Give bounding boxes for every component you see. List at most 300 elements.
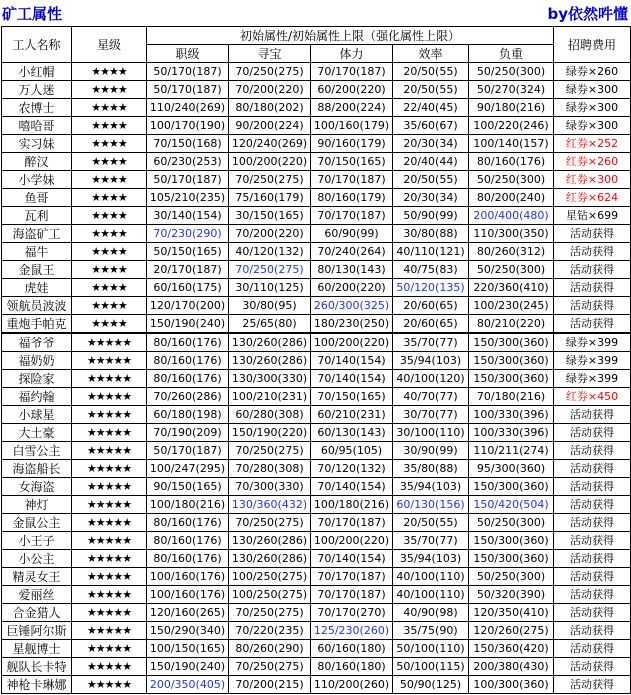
load-value-cell: 50/250(300) [469, 171, 554, 189]
worker-name-cell: 爱丽丝 [2, 586, 72, 604]
efficiency-value-cell: 40/100(110) [393, 586, 469, 604]
rank-value-cell: 100/160(176) [147, 568, 229, 586]
treasure-value-cell: 130/300(330) [229, 370, 311, 388]
table-row [2, 568, 631, 586]
worker-name-cell: 福牛 [2, 243, 72, 261]
efficiency-value-cell: 35/70(77) [393, 532, 469, 550]
miner-attributes-table [1, 26, 631, 694]
star-rating-cell: ★★★★★ [72, 622, 147, 640]
load-value-cell: 90/180(216) [469, 99, 554, 117]
stamina-value-cell: 80/160(179) [311, 189, 393, 207]
recruit-cost-cell: 活动获得 [554, 622, 631, 640]
stamina-value-cell: 80/130(143) [311, 261, 393, 279]
star-rating-cell: ★★★★★ [72, 424, 147, 442]
table-row [2, 99, 631, 117]
treasure-value-cell: 100/250(275) [229, 586, 311, 604]
treasure-value-cell: 130/260(286) [229, 550, 311, 568]
table-row [2, 81, 631, 99]
treasure-value-cell: 70/250(275) [229, 604, 311, 622]
worker-name-cell: 实习妹 [2, 135, 72, 153]
efficiency-value-cell: 35/94(103) [393, 352, 469, 370]
stamina-value-cell: 70/170(187) [311, 514, 393, 532]
recruit-cost-cell: 活动获得 [554, 586, 631, 604]
stamina-value-cell: 70/140(154) [311, 550, 393, 568]
table-row [2, 658, 631, 676]
rank-value-cell: 70/150(168) [147, 135, 229, 153]
star-rating-cell: ★★★★★ [72, 532, 147, 550]
load-value-cell: 100/300(360) [469, 676, 554, 694]
recruit-cost-cell: 活动获得 [554, 424, 631, 442]
header-treasure: 寻宝 [229, 45, 311, 63]
efficiency-value-cell: 20/30(34) [393, 189, 469, 207]
treasure-value-cell: 30/80(95) [229, 297, 311, 315]
treasure-value-cell: 70/250(275) [229, 63, 311, 81]
table-row [2, 460, 631, 478]
recruit-cost-cell: 活动获得 [554, 568, 631, 586]
star-rating-cell: ★★★★ [72, 225, 147, 243]
load-value-cell: 80/200(240) [469, 189, 554, 207]
stamina-value-cell: 100/200(220) [311, 333, 393, 352]
table-body [2, 63, 631, 694]
treasure-value-cell: 70/300(330) [229, 478, 311, 496]
treasure-value-cell: 100/200(220) [229, 153, 311, 171]
treasure-value-cell: 25/65(80) [229, 315, 311, 334]
stamina-value-cell: 100/180(216) [311, 496, 393, 514]
rank-value-cell: 50/170(187) [147, 63, 229, 81]
worker-name-cell: 瓦利 [2, 207, 72, 225]
rank-value-cell: 50/170(187) [147, 171, 229, 189]
stamina-value-cell: 180/230(250) [311, 315, 393, 334]
efficiency-value-cell: 50/90(99) [393, 207, 469, 225]
table-row [2, 225, 631, 243]
table-row [2, 496, 631, 514]
load-value-cell: 120/350(410) [469, 604, 554, 622]
treasure-value-cell: 130/260(286) [229, 333, 311, 352]
load-value-cell: 150/300(360) [469, 550, 554, 568]
star-rating-cell: ★★★★★ [72, 442, 147, 460]
stamina-value-cell: 60/200(220) [311, 81, 393, 99]
stamina-value-cell: 70/140(154) [311, 352, 393, 370]
treasure-value-cell: 70/200(220) [229, 81, 311, 99]
treasure-value-cell: 130/260(286) [229, 532, 311, 550]
stamina-value-cell: 60/160(180) [311, 640, 393, 658]
table-row [2, 207, 631, 225]
worker-name-cell: 虎娃 [2, 279, 72, 297]
table-row [2, 333, 631, 352]
recruit-cost-cell: 星钻×699 [554, 207, 631, 225]
rank-value-cell: 80/160(176) [147, 370, 229, 388]
star-rating-cell: ★★★★ [72, 135, 147, 153]
star-rating-cell: ★★★★ [72, 81, 147, 99]
load-value-cell: 50/250(300) [469, 514, 554, 532]
table-row [2, 117, 631, 135]
stamina-value-cell: 70/170(187) [311, 586, 393, 604]
table-row [2, 586, 631, 604]
table-row [2, 135, 631, 153]
star-rating-cell: ★★★★★ [72, 514, 147, 532]
stamina-value-cell: 60/130(143) [311, 424, 393, 442]
recruit-cost-cell: 绿券×300 [554, 99, 631, 117]
load-value-cell: 80/210(220) [469, 315, 554, 334]
recruit-cost-cell: 绿券×300 [554, 117, 631, 135]
recruit-cost-cell: 绿券×399 [554, 352, 631, 370]
star-rating-cell: ★★★★★ [72, 352, 147, 370]
rank-value-cell: 80/160(176) [147, 514, 229, 532]
star-rating-cell: ★★★★★ [72, 370, 147, 388]
efficiency-value-cell: 35/60(67) [393, 117, 469, 135]
table-row [2, 424, 631, 442]
load-value-cell: 70/180(216) [469, 388, 554, 406]
recruit-cost-cell: 活动获得 [554, 460, 631, 478]
header-rank: 职级 [147, 45, 229, 63]
treasure-value-cell: 70/250(275) [229, 442, 311, 460]
star-rating-cell: ★★★★★ [72, 496, 147, 514]
treasure-value-cell: 70/250(275) [229, 658, 311, 676]
star-rating-cell: ★★★★★ [72, 550, 147, 568]
header-attribute-group: 初始属性/初始属性上限（强化属性上限） [147, 27, 554, 45]
rank-value-cell: 80/160(176) [147, 532, 229, 550]
efficiency-value-cell: 40/75(83) [393, 261, 469, 279]
table-row [2, 370, 631, 388]
efficiency-value-cell: 35/94(103) [393, 478, 469, 496]
load-value-cell: 50/320(390) [469, 586, 554, 604]
worker-name-cell: 嘻哈哥 [2, 117, 72, 135]
worker-name-cell: 神枪卡琳娜 [2, 676, 72, 694]
table-row [2, 514, 631, 532]
load-value-cell: 50/270(324) [469, 81, 554, 99]
stamina-value-cell: 70/170(270) [311, 604, 393, 622]
header-load: 负重 [469, 45, 554, 63]
star-rating-cell: ★★★★★ [72, 676, 147, 694]
efficiency-value-cell: 22/40(45) [393, 99, 469, 117]
worker-name-cell: 福约翰 [2, 388, 72, 406]
load-value-cell: 100/330(396) [469, 424, 554, 442]
recruit-cost-cell: 活动获得 [554, 297, 631, 315]
star-rating-cell: ★★★★★ [72, 388, 147, 406]
load-value-cell: 200/400(480) [469, 207, 554, 225]
worker-name-cell: 海盗矿工 [2, 225, 72, 243]
star-rating-cell: ★★★★ [72, 261, 147, 279]
rank-value-cell: 150/190(240) [147, 315, 229, 334]
recruit-cost-cell: 绿券×399 [554, 333, 631, 352]
efficiency-value-cell: 30/90(99) [393, 442, 469, 460]
worker-name-cell: 大土豪 [2, 424, 72, 442]
star-rating-cell: ★★★★ [72, 153, 147, 171]
treasure-value-cell: 80/180(202) [229, 99, 311, 117]
rank-value-cell: 70/260(286) [147, 388, 229, 406]
header-name: 工人名称 [2, 27, 72, 63]
worker-name-cell: 精灵女王 [2, 568, 72, 586]
worker-name-cell: 神灯 [2, 496, 72, 514]
treasure-value-cell: 100/250(275) [229, 568, 311, 586]
efficiency-value-cell: 50/100(115) [393, 658, 469, 676]
efficiency-value-cell: 35/80(88) [393, 460, 469, 478]
recruit-cost-cell: 红券×300 [554, 171, 631, 189]
stamina-value-cell: 90/160(179) [311, 135, 393, 153]
worker-name-cell: 小公主 [2, 550, 72, 568]
treasure-value-cell: 150/190(220) [229, 424, 311, 442]
efficiency-value-cell: 50/100(110) [393, 640, 469, 658]
load-value-cell: 150/300(360) [469, 532, 554, 550]
recruit-cost-cell: 活动获得 [554, 550, 631, 568]
page-title: 矿工属性 [2, 5, 63, 23]
table-row [2, 315, 631, 334]
load-value-cell: 100/140(157) [469, 135, 554, 153]
efficiency-value-cell: 40/110(121) [393, 243, 469, 261]
stamina-value-cell: 70/170(187) [311, 568, 393, 586]
worker-name-cell: 金鼠王 [2, 261, 72, 279]
worker-name-cell: 女海盗 [2, 478, 72, 496]
table-row [2, 388, 631, 406]
rank-value-cell: 50/150(165) [147, 243, 229, 261]
rank-value-cell: 120/170(200) [147, 297, 229, 315]
stamina-value-cell: 70/140(154) [311, 370, 393, 388]
load-value-cell: 220/360(410) [469, 279, 554, 297]
efficiency-value-cell: 35/70(77) [393, 333, 469, 352]
recruit-cost-cell: 活动获得 [554, 514, 631, 532]
title-bar [0, 0, 631, 24]
recruit-cost-cell: 活动获得 [554, 261, 631, 279]
rank-value-cell: 100/180(216) [147, 496, 229, 514]
efficiency-value-cell: 60/130(156) [393, 496, 469, 514]
rank-value-cell: 50/170(187) [147, 442, 229, 460]
rank-value-cell: 200/350(405) [147, 676, 229, 694]
treasure-value-cell: 120/240(269) [229, 135, 311, 153]
rank-value-cell: 100/247(295) [147, 460, 229, 478]
stamina-value-cell: 260/300(325) [311, 297, 393, 315]
table-row [2, 171, 631, 189]
efficiency-value-cell: 20/30(34) [393, 135, 469, 153]
rank-value-cell: 80/160(176) [147, 333, 229, 352]
recruit-cost-cell: 红券×450 [554, 388, 631, 406]
treasure-value-cell: 130/360(432) [229, 496, 311, 514]
efficiency-value-cell: 20/60(65) [393, 297, 469, 315]
stamina-value-cell: 70/150(165) [311, 153, 393, 171]
recruit-cost-cell: 活动获得 [554, 676, 631, 694]
efficiency-value-cell: 35/75(90) [393, 622, 469, 640]
load-value-cell: 110/300(350) [469, 225, 554, 243]
recruit-cost-cell: 活动获得 [554, 496, 631, 514]
rank-value-cell: 90/150(165) [147, 478, 229, 496]
star-rating-cell: ★★★★ [72, 117, 147, 135]
load-value-cell: 150/420(504) [469, 496, 554, 514]
rank-value-cell: 150/290(340) [147, 622, 229, 640]
stamina-value-cell: 110/200(260) [311, 676, 393, 694]
table-row [2, 550, 631, 568]
star-rating-cell: ★★★★ [72, 171, 147, 189]
stamina-value-cell: 60/200(220) [311, 279, 393, 297]
worker-name-cell: 重炮手帕克 [2, 315, 72, 334]
table-row [2, 352, 631, 370]
worker-name-cell: 星舰博士 [2, 640, 72, 658]
treasure-value-cell: 70/250(275) [229, 171, 311, 189]
load-value-cell: 80/260(312) [469, 243, 554, 261]
recruit-cost-cell: 活动获得 [554, 406, 631, 424]
recruit-cost-cell: 活动获得 [554, 225, 631, 243]
stamina-value-cell: 80/160(180) [311, 658, 393, 676]
treasure-value-cell: 70/200(220) [229, 225, 311, 243]
recruit-cost-cell: 绿券×300 [554, 81, 631, 99]
worker-name-cell: 领航员波波 [2, 297, 72, 315]
header-star: 星级 [72, 27, 147, 63]
efficiency-value-cell: 20/50(55) [393, 514, 469, 532]
load-value-cell: 100/330(396) [469, 406, 554, 424]
load-value-cell: 50/250(300) [469, 63, 554, 81]
table-row [2, 243, 631, 261]
table-row [2, 297, 631, 315]
efficiency-value-cell: 30/80(88) [393, 225, 469, 243]
table-row [2, 261, 631, 279]
table-row [2, 153, 631, 171]
table-row [2, 532, 631, 550]
header-stamina: 体力 [311, 45, 393, 63]
worker-name-cell: 小红帽 [2, 63, 72, 81]
treasure-value-cell: 70/200(215) [229, 676, 311, 694]
worker-name-cell: 小王子 [2, 532, 72, 550]
worker-name-cell: 小球星 [2, 406, 72, 424]
worker-name-cell: 福爷爷 [2, 333, 72, 352]
recruit-cost-cell: 活动获得 [554, 604, 631, 622]
star-rating-cell: ★★★★ [72, 189, 147, 207]
worker-name-cell: 福奶奶 [2, 352, 72, 370]
stamina-value-cell: 70/170(187) [311, 63, 393, 81]
rank-value-cell: 50/170(187) [147, 81, 229, 99]
stamina-value-cell: 70/240(264) [311, 243, 393, 261]
stamina-value-cell: 88/200(224) [311, 99, 393, 117]
efficiency-value-cell: 50/90(125) [393, 676, 469, 694]
header-row-1 [2, 27, 631, 45]
recruit-cost-cell: 活动获得 [554, 640, 631, 658]
efficiency-value-cell: 40/100(110) [393, 568, 469, 586]
worker-name-cell: 农博士 [2, 99, 72, 117]
rank-value-cell: 60/230(253) [147, 153, 229, 171]
recruit-cost-cell: 活动获得 [554, 442, 631, 460]
stamina-value-cell: 70/170(187) [311, 207, 393, 225]
recruit-cost-cell: 绿券×260 [554, 63, 631, 81]
load-value-cell: 95/300(360) [469, 460, 554, 478]
stamina-value-cell: 70/150(165) [311, 388, 393, 406]
worker-name-cell: 醉汉 [2, 153, 72, 171]
treasure-value-cell: 40/120(132) [229, 243, 311, 261]
star-rating-cell: ★★★★★ [72, 640, 147, 658]
star-rating-cell: ★★★★ [72, 99, 147, 117]
worker-name-cell: 小学妹 [2, 171, 72, 189]
efficiency-value-cell: 50/120(135) [393, 279, 469, 297]
efficiency-value-cell: 35/94(103) [393, 550, 469, 568]
header-efficiency: 效率 [393, 45, 469, 63]
load-value-cell: 80/160(176) [469, 153, 554, 171]
efficiency-value-cell: 40/70(77) [393, 388, 469, 406]
load-value-cell: 100/230(245) [469, 297, 554, 315]
load-value-cell: 50/250(300) [469, 568, 554, 586]
table-row [2, 442, 631, 460]
rank-value-cell: 60/180(198) [147, 406, 229, 424]
worker-name-cell: 白雪公主 [2, 442, 72, 460]
recruit-cost-cell: 红券×252 [554, 135, 631, 153]
header-cost: 招聘费用 [554, 27, 631, 63]
load-value-cell: 120/260(275) [469, 622, 554, 640]
star-rating-cell: ★★★★★ [72, 333, 147, 352]
worker-name-cell: 探险家 [2, 370, 72, 388]
treasure-value-cell: 70/280(308) [229, 460, 311, 478]
treasure-value-cell: 70/250(275) [229, 514, 311, 532]
stamina-value-cell: 60/95(105) [311, 442, 393, 460]
treasure-value-cell: 30/110(125) [229, 279, 311, 297]
recruit-cost-cell: 绿券×399 [554, 370, 631, 388]
rank-value-cell: 120/160(265) [147, 604, 229, 622]
table-row [2, 622, 631, 640]
table-row [2, 279, 631, 297]
star-rating-cell: ★★★★ [72, 243, 147, 261]
star-rating-cell: ★★★★ [72, 207, 147, 225]
table-row [2, 189, 631, 207]
stamina-value-cell: 100/200(220) [311, 532, 393, 550]
rank-value-cell: 30/140(154) [147, 207, 229, 225]
treasure-value-cell: 75/160(179) [229, 189, 311, 207]
recruit-cost-cell: 活动获得 [554, 478, 631, 496]
load-value-cell: 150/360(420) [469, 640, 554, 658]
worker-name-cell: 鱼哥 [2, 189, 72, 207]
rank-value-cell: 80/160(176) [147, 352, 229, 370]
stamina-value-cell: 70/140(154) [311, 478, 393, 496]
star-rating-cell: ★★★★★ [72, 568, 147, 586]
recruit-cost-cell: 活动获得 [554, 658, 631, 676]
efficiency-value-cell: 30/70(77) [393, 406, 469, 424]
star-rating-cell: ★★★★★ [72, 658, 147, 676]
stamina-value-cell: 100/160(179) [311, 117, 393, 135]
load-value-cell: 150/300(360) [469, 478, 554, 496]
worker-name-cell: 海盗船长 [2, 460, 72, 478]
star-rating-cell: ★★★★★ [72, 604, 147, 622]
recruit-cost-cell: 活动获得 [554, 279, 631, 297]
stamina-value-cell: 70/170(187) [311, 171, 393, 189]
stamina-value-cell: 125/230(260) [311, 622, 393, 640]
rank-value-cell: 110/240(269) [147, 99, 229, 117]
rank-value-cell: 60/160(175) [147, 279, 229, 297]
treasure-value-cell: 70/250(275) [229, 261, 311, 279]
star-rating-cell: ★★★★ [72, 315, 147, 334]
load-value-cell: 150/300(360) [469, 352, 554, 370]
table-row [2, 478, 631, 496]
treasure-value-cell: 130/260(286) [229, 352, 311, 370]
rank-value-cell: 100/160(176) [147, 586, 229, 604]
efficiency-value-cell: 20/50(55) [393, 81, 469, 99]
treasure-value-cell: 80/260(290) [229, 640, 311, 658]
recruit-cost-cell: 活动获得 [554, 315, 631, 334]
load-value-cell: 110/211(274) [469, 442, 554, 460]
worker-name-cell: 金鼠公主 [2, 514, 72, 532]
table-row [2, 406, 631, 424]
load-value-cell: 150/300(360) [469, 333, 554, 352]
table-row [2, 676, 631, 694]
treasure-value-cell: 100/210(231) [229, 388, 311, 406]
efficiency-value-cell: 40/90(98) [393, 604, 469, 622]
recruit-cost-cell: 活动获得 [554, 243, 631, 261]
star-rating-cell: ★★★★ [72, 297, 147, 315]
star-rating-cell: ★★★★★ [72, 478, 147, 496]
recruit-cost-cell: 红券×260 [554, 153, 631, 171]
treasure-value-cell: 90/200(224) [229, 117, 311, 135]
worker-name-cell: 巨锤阿尔斯 [2, 622, 72, 640]
star-rating-cell: ★★★★★ [72, 406, 147, 424]
efficiency-value-cell: 30/100(110) [393, 424, 469, 442]
recruit-cost-cell: 红券×624 [554, 189, 631, 207]
rank-value-cell: 150/190(240) [147, 658, 229, 676]
stamina-value-cell: 70/120(132) [311, 460, 393, 478]
recruit-cost-cell: 活动获得 [554, 532, 631, 550]
table-row [2, 63, 631, 81]
efficiency-value-cell: 20/40(44) [393, 153, 469, 171]
